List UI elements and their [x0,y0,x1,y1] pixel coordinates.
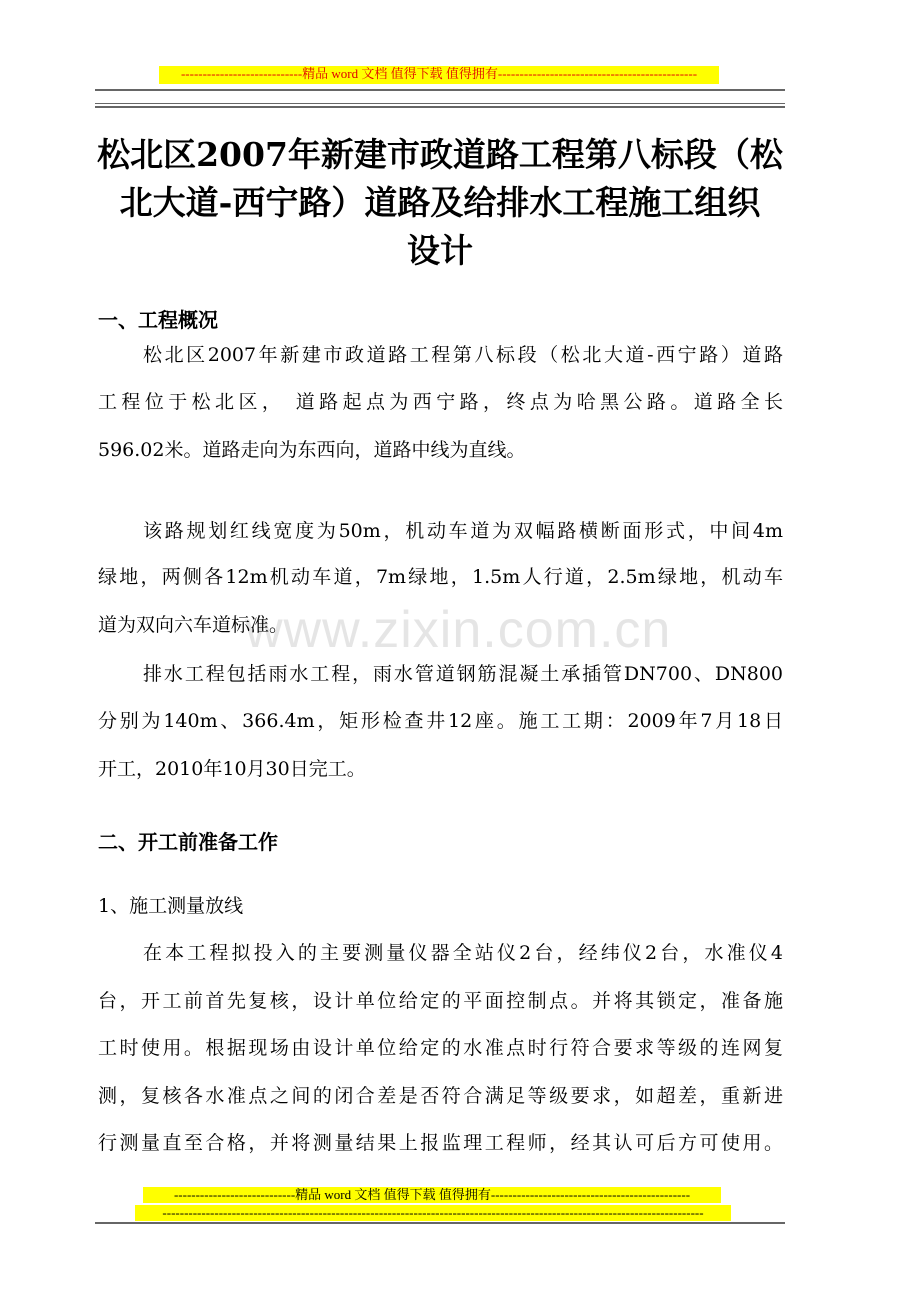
paragraph-line: 工时使用。根据现场由设计单位给定的水准点时行符合要求等级的连网复 [98,1037,783,1059]
paragraph-line: 松北区2007年新建市政道路工程第八标段（松北大道-西宁路）道路 [143,344,783,366]
watermark: www.zixin.com.cn [245,601,672,659]
paragraph-line: 绿地，两侧各12m机动车道，7m绿地，1.5m人行道，2.5m绿地，机动车 [98,566,783,588]
title-line: 松北区2007年新建市政道路工程第八标段（松 [97,135,783,174]
section-heading: 二、开工前准备工作 [98,830,278,854]
section-heading: 一、工程概况 [98,308,218,332]
header-rule-double-bottom [95,106,785,108]
paragraph-line: 在本工程拟投入的主要测量仪器全站仪2台，经纬仪2台，水准仪4 [143,942,783,964]
document-title [95,131,785,275]
paragraph-line: 道为双向六车道标准。 [98,614,289,636]
subheading: 1、施工测量放线 [98,895,244,917]
header-banner: ----------------------------精品 word 文档 值得下载 值得拥有---------------------------------------------- [159,66,719,84]
paragraph-line: 596.02米。道路走向为东西向，道路中线为直线。 [98,439,526,461]
paragraph-line: 台，开工前首先复核，设计单位给定的平面控制点。并将其锁定，准备施 [98,990,783,1012]
header-rule [95,89,785,91]
paragraph-line: 工程位于松北区， 道路起点为西宁路，终点为哈黑公路。道路全长 [98,391,783,413]
footer-rule [95,1222,785,1224]
title-line: 设计 [407,231,473,270]
paragraph-line: 该路规划红线宽度为50m，机动车道为双幅路横断面形式，中间4m [143,520,783,542]
paragraph-line: 排水工程包括雨水工程，雨水管道钢筋混凝土承插管DN700、DN800 [143,663,783,685]
paragraph-line: 分别为140m、366.4m，矩形检查井12座。施工工期：2009年7月18日 [98,710,783,732]
footer-dashes: ----------------------------------------------------------------------------------------------------------------------------- [135,1205,731,1221]
paragraph-line: 行测量直至合格，并将测量结果上报监理工程师，经其认可后方可使用。 [98,1132,783,1154]
paragraph-line: 开工，2010年10月30日完工。 [98,758,366,780]
paragraph-line: 测，复核各水准点之间的闭合差是否符合满足等级要求，如超差，重新进 [98,1085,783,1107]
header-rule-double-top [95,103,785,104]
title-line: 北大道-西宁路）道路及给排水工程施工组织 [119,183,761,222]
footer-banner: ----------------------------精品 word 文档 值得下载 值得拥有---------------------------------------------- [143,1187,721,1203]
